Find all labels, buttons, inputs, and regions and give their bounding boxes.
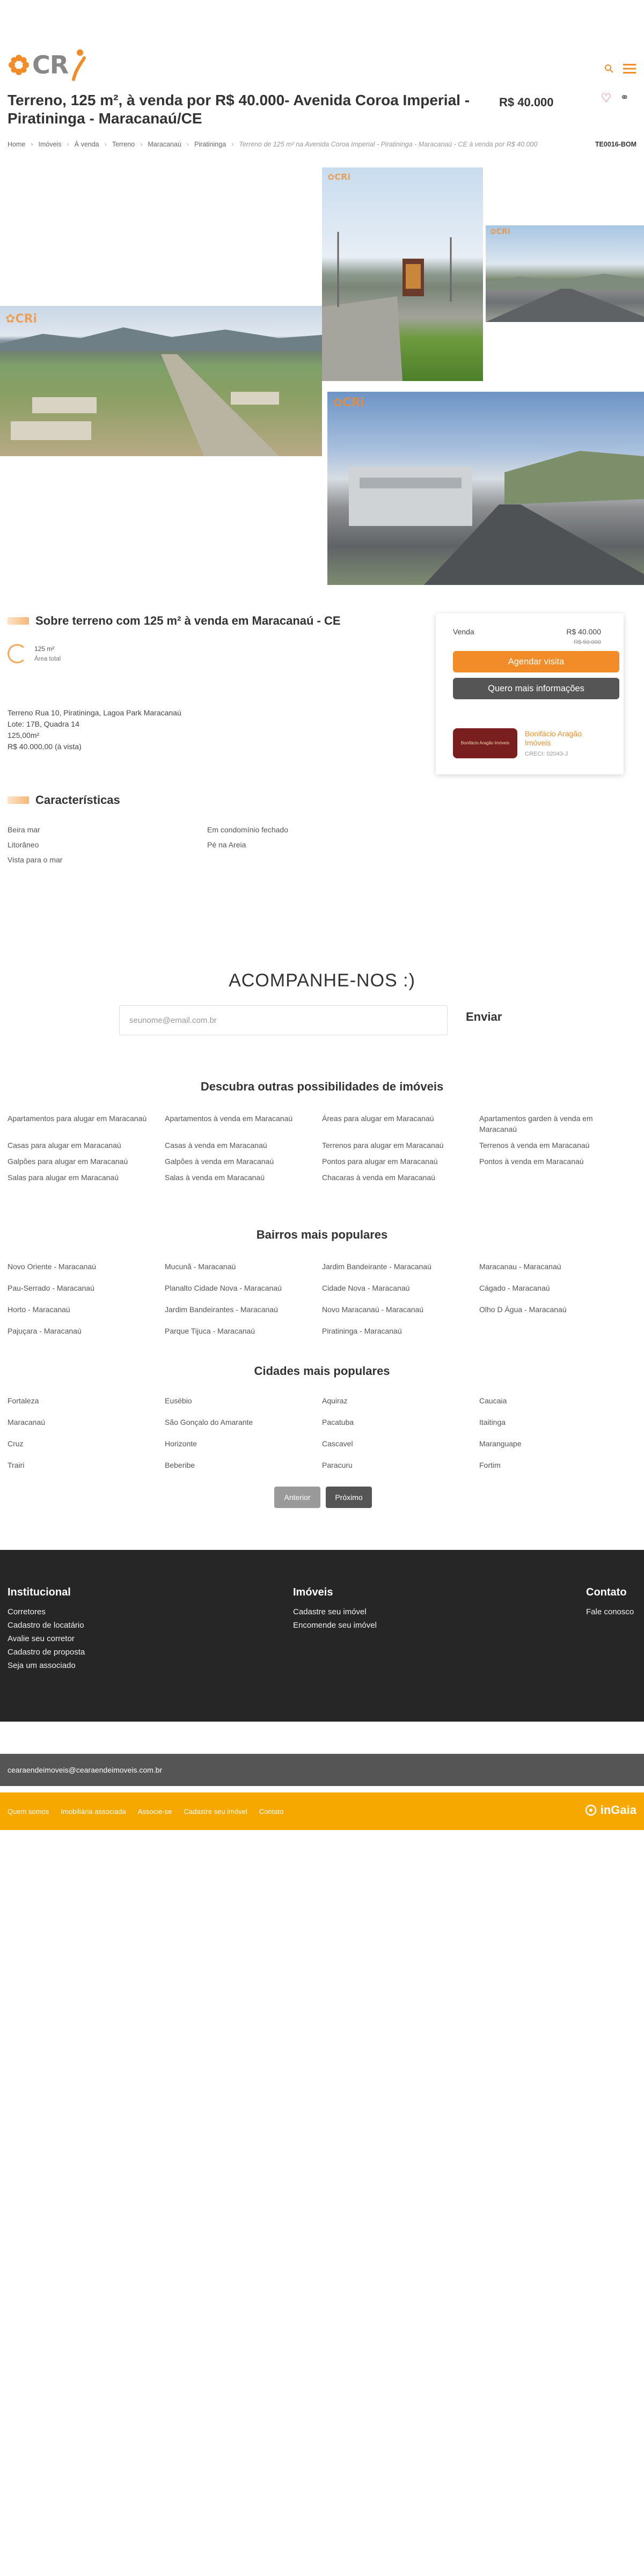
footer-email[interactable]: cearaendeimoveis@cearaendeimoveis.com.br: [0, 1754, 644, 1786]
discover-link[interactable]: Apartamentos à venda em Maracanaú: [165, 1114, 293, 1123]
breadcrumb-separator: ›: [140, 141, 143, 148]
more-info-button[interactable]: Quero mais informações: [453, 678, 619, 699]
bottom-link[interactable]: Contato: [259, 1807, 284, 1816]
footer-link[interactable]: Avalie seu corretor: [8, 1634, 75, 1643]
road-image: [486, 225, 644, 322]
discover-link[interactable]: Terrenos para alugar em Maracanaú: [322, 1141, 444, 1150]
footer-institutional-title: Institucional: [8, 1586, 71, 1598]
neighborhood-link[interactable]: Pau-Serrado - Maracanaú: [8, 1284, 94, 1292]
breadcrumb: [8, 141, 537, 148]
neighborhood-link[interactable]: Olho D Água - Maracanaú: [479, 1305, 567, 1314]
neighborhood-link[interactable]: Cidade Nova - Maracanaú: [322, 1284, 410, 1292]
logo-i-icon: [70, 48, 86, 82]
bottom-link[interactable]: Imobiliária associada: [61, 1807, 126, 1816]
neighborhood-link[interactable]: Planalto Cidade Nova - Maracanaú: [165, 1284, 282, 1292]
follow-title: ACOMPANHE-NOS :): [229, 970, 415, 991]
footer-contact: [586, 1586, 634, 1619]
discover-link[interactable]: Apartamentos para alugar em Maracanaú: [8, 1114, 147, 1123]
discover-link[interactable]: Casas à venda em Maracanaú: [165, 1141, 267, 1150]
footer-link[interactable]: Encomende seu imóvel: [293, 1621, 377, 1630]
about-title: Sobre terreno com 125 m² à venda em Maracanaú - CE: [35, 614, 341, 627]
breadcrumb-separator: ›: [231, 141, 234, 148]
feature-item: Vista para o mar: [8, 855, 63, 864]
feature-item: Beira mar: [8, 825, 40, 834]
breadcrumb-separator: ›: [67, 141, 69, 148]
neighborhood-link[interactable]: Mucunã - Maracanaú: [165, 1262, 236, 1271]
discover-link[interactable]: Pontos à venda em Maracanaú: [479, 1157, 584, 1166]
discover-link[interactable]: Terrenos à venda em Maracanaú: [479, 1141, 590, 1150]
area-value: 125 m²: [34, 645, 55, 653]
discover-link[interactable]: Chacaras à venda em Maracanaú: [322, 1173, 435, 1182]
section-accent-bar: [8, 796, 29, 804]
footer-link[interactable]: Fale conosco: [586, 1607, 634, 1616]
city-link[interactable]: Beberibe: [165, 1461, 195, 1469]
site-logo[interactable]: [8, 48, 86, 82]
city-link[interactable]: Caucaia: [479, 1396, 507, 1405]
neighborhood-link[interactable]: Cágado - Maracanaú: [479, 1284, 550, 1292]
breadcrumb-imoveis[interactable]: Imóveis: [38, 141, 62, 148]
discover-link[interactable]: Salas para alugar em Maracanaú: [8, 1173, 119, 1182]
street-buildings-image: [327, 392, 644, 585]
pagination: [274, 1487, 372, 1508]
favorite-heart-icon[interactable]: ♡: [601, 91, 612, 105]
watermark-logo: ✿CRi: [490, 228, 510, 236]
neighborhoods-title: Bairros mais populares: [256, 1228, 388, 1241]
city-link[interactable]: Horizonte: [165, 1439, 197, 1448]
logo-flower-icon: [8, 54, 30, 76]
feature-item: Pé na Areia: [207, 840, 246, 849]
aerial-landscape-image: [0, 306, 322, 456]
discover-link[interactable]: Áreas para alugar em Maracanaú: [322, 1114, 434, 1123]
footer-bottom-bar: [0, 1792, 644, 1830]
agent-creci: CRECI: 02043-J: [525, 751, 568, 757]
breadcrumb-home[interactable]: Home: [8, 141, 26, 148]
breadcrumb-separator: ›: [104, 141, 107, 148]
discover-link[interactable]: Galpões à venda em Maracanaú: [165, 1157, 274, 1166]
breadcrumb-current: Terreno de 125 m² na Avenida Coroa Imperial - Piratininga - Maracanaú - CE à venda por R$ 40.000: [239, 141, 538, 148]
gallery-photo-aerial[interactable]: [0, 306, 322, 456]
description-line: Lote: 17B, Quadra 14: [8, 720, 79, 728]
breadcrumb-neighborhood[interactable]: Piratininga: [194, 141, 226, 148]
neighborhood-link[interactable]: Piratininga - Maracanaú: [322, 1327, 402, 1335]
city-link[interactable]: Eusébio: [165, 1396, 192, 1405]
city-link[interactable]: Paracuru: [322, 1461, 353, 1469]
logo-text: CR: [32, 50, 69, 79]
newsletter-send-button[interactable]: Enviar: [466, 1010, 502, 1023]
sale-price: R$ 40.000: [566, 627, 601, 636]
footer-link[interactable]: Cadastro de proposta: [8, 1648, 85, 1657]
listing-description: [8, 707, 181, 752]
watermark-logo: ✿CRi: [333, 396, 365, 409]
description-line: R$ 40.000,00 (à vista): [8, 742, 82, 751]
bottom-link[interactable]: Quem somos: [8, 1807, 49, 1816]
area-stat: [8, 644, 61, 663]
breadcrumb-separator: ›: [31, 141, 33, 148]
ingaia-brand-text: inGaia: [600, 1803, 636, 1817]
breadcrumb-terreno[interactable]: Terreno: [112, 141, 135, 148]
watermark-logo: ✿CRi: [5, 312, 38, 326]
hamburger-menu-icon[interactable]: [623, 63, 636, 74]
city-link[interactable]: Itaitinga: [479, 1418, 506, 1426]
city-link[interactable]: Aquiraz: [322, 1396, 348, 1405]
neighborhood-link[interactable]: Parque Tijuca - Maracanaú: [165, 1327, 255, 1335]
agent-logo: Bonifácio Aragão Imóveis: [453, 728, 517, 758]
footer-properties: [293, 1586, 377, 1632]
agent-name[interactable]: Bonifácio Aragão Imóveis: [525, 729, 582, 747]
breadcrumb-city[interactable]: Maracanaú: [148, 141, 181, 148]
gallery-photo-street[interactable]: [327, 392, 644, 585]
sign-road-image: [322, 167, 483, 381]
agent-info[interactable]: [453, 728, 605, 758]
schedule-visit-button[interactable]: Agendar visita: [453, 651, 619, 672]
area-label: Área total: [34, 656, 61, 662]
neighborhood-link[interactable]: Jardim Bandeirante - Maracanaú: [322, 1262, 431, 1271]
site-footer: [0, 1550, 644, 1722]
discover-link[interactable]: Galpões para alugar em Maracanaú: [8, 1157, 128, 1166]
city-link[interactable]: Cascavel: [322, 1439, 353, 1448]
neighborhood-link[interactable]: Horto - Maracanaú: [8, 1305, 70, 1314]
features-list: [8, 825, 415, 864]
footer-link[interactable]: Seja um associado: [8, 1661, 76, 1670]
discover-link[interactable]: Apartamentos garden à venda em Maracanaú: [479, 1114, 593, 1133]
breadcrumb-a-venda[interactable]: À venda: [74, 141, 99, 148]
footer-contact-title: Contato: [586, 1586, 627, 1598]
prev-page-button[interactable]: Anterior: [274, 1487, 320, 1508]
footer-link[interactable]: Cadastro de locatário: [8, 1621, 84, 1630]
city-link[interactable]: São Gonçalo do Amarante: [165, 1418, 253, 1426]
feature-item: Litorâneo: [8, 840, 39, 849]
neighborhood-link[interactable]: Jardim Bandeirantes - Maracanaú: [165, 1305, 278, 1314]
discover-title: Descubra outras possibilidades de imóveis: [200, 1080, 444, 1093]
area-ring-icon: [8, 644, 27, 663]
city-link[interactable]: Fortaleza: [8, 1396, 39, 1405]
share-icon[interactable]: ⚭: [620, 92, 629, 104]
cities-title: Cidades mais populares: [254, 1364, 390, 1378]
neighborhood-links: [8, 1261, 636, 1336]
city-link[interactable]: Fortim: [479, 1461, 501, 1469]
ingaia-brand[interactable]: [584, 1803, 636, 1817]
listing-title: Terreno, 125 m², à venda por R$ 40.000- Avenida Coroa Imperial - Piratininga - Maracanaú/CE: [8, 92, 470, 127]
footer-link[interactable]: Corretores: [8, 1607, 46, 1616]
neighborhood-link[interactable]: Novo Maracanaú - Maracanaú: [322, 1305, 424, 1314]
city-link[interactable]: Pacatuba: [322, 1418, 354, 1426]
ingaia-logo-icon: [584, 1804, 597, 1817]
city-link[interactable]: Maracanaú: [8, 1418, 46, 1426]
features-title: Características: [35, 793, 120, 807]
discover-link[interactable]: Salas à venda em Maracanaú: [165, 1173, 265, 1182]
neighborhood-link[interactable]: Pajuçara - Maracanaú: [8, 1327, 82, 1335]
old-price: R$ 50.000: [574, 639, 601, 646]
discover-links: [8, 1113, 636, 1183]
city-link[interactable]: Cruz: [8, 1439, 24, 1448]
description-line: Terreno Rua 10, Piratininga, Lagoa Park Maracanaú: [8, 708, 181, 717]
footer-properties-title: Imóveis: [293, 1586, 333, 1598]
next-page-button[interactable]: Próximo: [326, 1487, 372, 1508]
gallery-photo-sign[interactable]: [322, 167, 483, 381]
newsletter-email-input[interactable]: [119, 1005, 448, 1035]
gallery-photo-road[interactable]: [486, 225, 644, 322]
city-links: [8, 1395, 636, 1470]
footer-institutional: [8, 1586, 85, 1672]
neighborhood-link[interactable]: Novo Oriente - Maracanaú: [8, 1262, 96, 1271]
city-link[interactable]: Maranguape: [479, 1439, 522, 1448]
discover-link[interactable]: Casas para alugar em Maracanaú: [8, 1141, 121, 1150]
description-line: 125,00m²: [8, 731, 40, 740]
city-link[interactable]: Trairi: [8, 1461, 25, 1469]
section-accent-bar: [8, 617, 29, 625]
footer-link[interactable]: Cadastre seu imóvel: [293, 1607, 367, 1616]
sale-label: Venda: [453, 627, 474, 636]
search-icon[interactable]: [602, 63, 616, 74]
listing-code: TE0016-BOM: [595, 141, 636, 148]
listing-price: R$ 40.000: [499, 96, 554, 109]
bottom-link[interactable]: Associe-se: [137, 1807, 172, 1816]
bottom-link[interactable]: Cadastre seu imóvel: [184, 1807, 247, 1816]
discover-link[interactable]: Pontos para alugar em Maracanaú: [322, 1157, 438, 1166]
neighborhood-link[interactable]: Maracanau - Maracanaú: [479, 1262, 561, 1271]
breadcrumb-separator: ›: [186, 141, 189, 148]
watermark-logo: ✿CRi: [327, 172, 350, 182]
feature-item: Em condomínio fechado: [207, 825, 288, 834]
pricing-card: [436, 613, 624, 774]
